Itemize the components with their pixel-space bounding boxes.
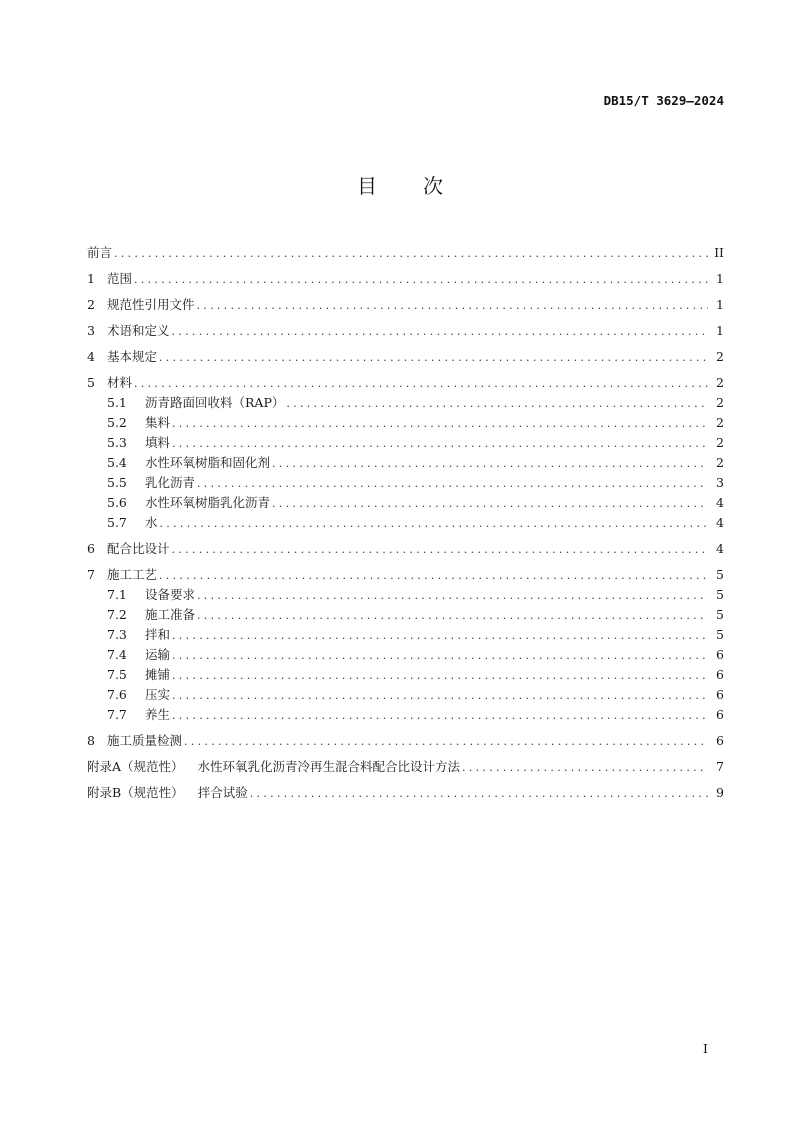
toc-page: 2 bbox=[716, 395, 724, 410]
toc-page: 1 bbox=[716, 297, 724, 312]
toc-page: 2 bbox=[716, 455, 724, 470]
toc-label: 施工质量检测 bbox=[107, 733, 183, 748]
leader-dots bbox=[286, 394, 708, 414]
toc-label: 规范性引用文件 bbox=[107, 297, 195, 312]
toc-page: 5 bbox=[716, 607, 724, 622]
toc-label: 填料 bbox=[145, 435, 171, 450]
toc-label: 水性环氧树脂和固化剂 bbox=[145, 455, 271, 470]
toc-entry-7-6[interactable] bbox=[87, 685, 724, 705]
toc-label: 施工准备 bbox=[145, 607, 196, 622]
leader-dots bbox=[197, 606, 708, 626]
toc-number: 5.7 bbox=[107, 515, 127, 530]
leader-dots bbox=[272, 494, 708, 514]
toc-label: 养生 bbox=[145, 707, 171, 722]
leader-dots bbox=[250, 784, 708, 804]
table-of-contents bbox=[87, 243, 724, 803]
toc-page: 6 bbox=[716, 667, 724, 682]
leader-dots bbox=[172, 666, 708, 686]
toc-page: 2 bbox=[716, 435, 724, 450]
toc-page: 5 bbox=[716, 587, 724, 602]
toc-page: 6 bbox=[716, 687, 724, 702]
toc-entry-7-2[interactable] bbox=[87, 605, 724, 625]
toc-entry-7-1[interactable] bbox=[87, 585, 724, 605]
leader-dots bbox=[160, 514, 708, 534]
leader-dots bbox=[462, 758, 708, 778]
toc-label: 摊铺 bbox=[145, 667, 171, 682]
toc-page: 1 bbox=[716, 323, 724, 338]
toc-number: 5.3 bbox=[107, 435, 127, 450]
toc-label: 材料 bbox=[107, 375, 133, 390]
leader-dots bbox=[172, 706, 708, 726]
toc-label: 压实 bbox=[145, 687, 171, 702]
toc-entry-3[interactable] bbox=[87, 321, 724, 341]
toc-number: 4 bbox=[87, 349, 95, 364]
toc-entry-5-3[interactable] bbox=[87, 433, 724, 453]
toc-number: 7.5 bbox=[107, 667, 127, 682]
toc-entry-6[interactable] bbox=[87, 539, 724, 559]
toc-label: 拌和 bbox=[145, 627, 171, 642]
toc-label: 拌合试验 bbox=[197, 785, 248, 800]
toc-number: 1 bbox=[87, 271, 95, 286]
toc-number: 7.4 bbox=[107, 647, 127, 662]
toc-entry-7-4[interactable] bbox=[87, 645, 724, 665]
leader-dots bbox=[197, 586, 708, 606]
toc-page: 5 bbox=[716, 627, 724, 642]
toc-page: 4 bbox=[716, 515, 724, 530]
toc-label: 乳化沥青 bbox=[145, 475, 196, 490]
leader-dots bbox=[197, 474, 708, 494]
toc-entry-7-7[interactable] bbox=[87, 705, 724, 725]
toc-number: 8 bbox=[87, 733, 95, 748]
toc-page: 2 bbox=[716, 415, 724, 430]
title-char-2: 次 bbox=[423, 174, 443, 198]
toc-page: 3 bbox=[716, 475, 724, 490]
toc-label: 水 bbox=[145, 515, 158, 530]
leader-dots bbox=[172, 322, 708, 342]
leader-dots bbox=[272, 454, 708, 474]
toc-label: 施工工艺 bbox=[107, 567, 158, 582]
toc-number: 3 bbox=[87, 323, 95, 338]
toc-page: 2 bbox=[716, 349, 724, 364]
toc-number: 5 bbox=[87, 375, 95, 390]
toc-entry-5-2[interactable] bbox=[87, 413, 724, 433]
leader-dots bbox=[114, 244, 708, 264]
toc-entry-7-3[interactable] bbox=[87, 625, 724, 645]
toc-entry-5-5[interactable] bbox=[87, 473, 724, 493]
toc-label: 基本规定 bbox=[107, 349, 158, 364]
toc-number: 5.2 bbox=[107, 415, 127, 430]
toc-entry-2[interactable] bbox=[87, 295, 724, 315]
leader-dots bbox=[172, 414, 708, 434]
standard-code: DB15/T 3629—2024 bbox=[603, 93, 724, 108]
toc-entry-5-6[interactable] bbox=[87, 493, 724, 513]
toc-entry-8[interactable] bbox=[87, 731, 724, 751]
leader-dots bbox=[159, 348, 708, 368]
leader-dots bbox=[134, 374, 708, 394]
toc-page: 7 bbox=[716, 759, 724, 774]
toc-number: 2 bbox=[87, 297, 95, 312]
toc-entry-5-7[interactable] bbox=[87, 513, 724, 533]
toc-page: 4 bbox=[716, 495, 724, 510]
toc-entry-7-5[interactable] bbox=[87, 665, 724, 685]
toc-label: 术语和定义 bbox=[107, 323, 170, 338]
title-char-1: 目 bbox=[357, 174, 377, 198]
toc-entry-5-1[interactable] bbox=[87, 393, 724, 413]
toc-number: 7 bbox=[87, 567, 95, 582]
toc-number: 5.6 bbox=[107, 495, 127, 510]
toc-label: 设备要求 bbox=[145, 587, 196, 602]
toc-number: 5.1 bbox=[107, 395, 127, 410]
toc-entry-5[interactable] bbox=[87, 373, 724, 393]
leader-dots bbox=[172, 686, 708, 706]
toc-label: 水性环氧乳化沥青冷再生混合料配合比设计方法 bbox=[197, 759, 461, 774]
toc-entry-appendix-a[interactable] bbox=[87, 757, 724, 777]
toc-label: 集料 bbox=[145, 415, 171, 430]
leader-dots bbox=[172, 434, 708, 454]
page-title bbox=[0, 170, 800, 199]
toc-number: 7.6 bbox=[107, 687, 127, 702]
toc-entry-5-4[interactable] bbox=[87, 453, 724, 473]
toc-number: 7.3 bbox=[107, 627, 127, 642]
toc-page: 6 bbox=[716, 707, 724, 722]
toc-page: 5 bbox=[716, 567, 724, 582]
toc-label: 水性环氧树脂乳化沥青 bbox=[145, 495, 271, 510]
toc-entry-1[interactable] bbox=[87, 269, 724, 289]
page-number: I bbox=[703, 1041, 708, 1056]
toc-entry-foreword[interactable] bbox=[87, 243, 724, 263]
toc-label: 范围 bbox=[107, 271, 133, 286]
toc-page: 6 bbox=[716, 647, 724, 662]
toc-number: 5.5 bbox=[107, 475, 127, 490]
toc-number: 5.4 bbox=[107, 455, 127, 470]
toc-appendix-number: 附录B（规范性） bbox=[87, 785, 184, 800]
leader-dots bbox=[172, 646, 708, 666]
toc-entry-appendix-b[interactable] bbox=[87, 783, 724, 803]
leader-dots bbox=[197, 296, 708, 316]
toc-number: 7.2 bbox=[107, 607, 127, 622]
toc-number: 7.7 bbox=[107, 707, 127, 722]
toc-page: II bbox=[714, 245, 724, 260]
toc-page: 9 bbox=[716, 785, 724, 800]
toc-page: 2 bbox=[716, 375, 724, 390]
toc-entry-4[interactable] bbox=[87, 347, 724, 367]
leader-dots bbox=[134, 270, 708, 290]
toc-page: 4 bbox=[716, 541, 724, 556]
toc-label: 前言 bbox=[87, 245, 113, 260]
toc-page: 6 bbox=[716, 733, 724, 748]
leader-dots bbox=[184, 732, 708, 752]
toc-appendix-number: 附录A（规范性） bbox=[87, 759, 184, 774]
toc-label: 沥青路面回收料（RAP） bbox=[145, 395, 285, 410]
toc-number: 6 bbox=[87, 541, 95, 556]
toc-page: 1 bbox=[716, 271, 724, 286]
toc-label: 配合比设计 bbox=[107, 541, 170, 556]
toc-entry-7[interactable] bbox=[87, 565, 724, 585]
leader-dots bbox=[172, 540, 708, 560]
toc-label: 运输 bbox=[145, 647, 171, 662]
leader-dots bbox=[159, 566, 708, 586]
toc-number: 7.1 bbox=[107, 587, 127, 602]
leader-dots bbox=[172, 626, 708, 646]
